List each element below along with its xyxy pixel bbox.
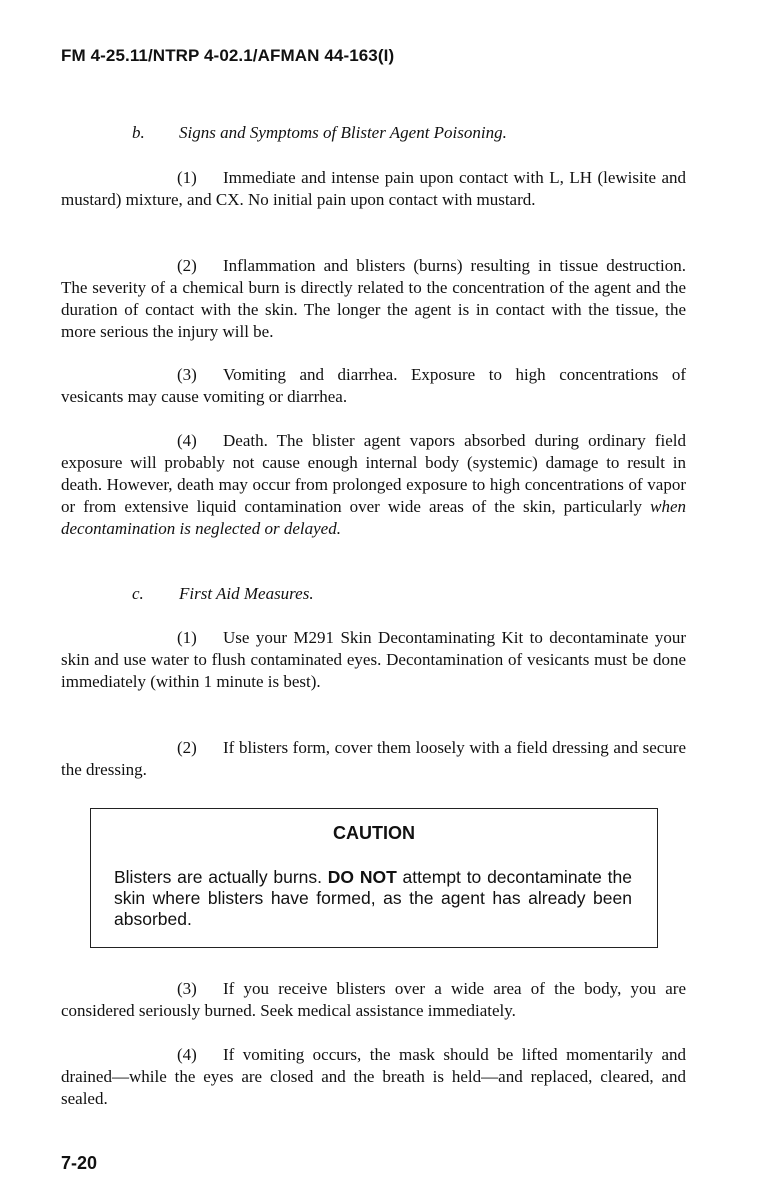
section-b-item-2: (2) Inflammation and blisters (burns) resulting in tissue destruction. The severity of a chemical burn is directly related to the concentration of the agent and the duration of contact with the skin. The longer the agent is in contact with the tissue, the more serious the injury will be.: [61, 256, 686, 341]
section-c-item-4: (4) If vomiting occurs, the mask should be lifted momentarily and drained—while the eyes are closed and the breath is held—and replaced, cleared, and sealed.: [61, 1045, 686, 1108]
section-b-item-1: (1) Immediate and intense pain upon contact with L, LH (lewisite and mustard) mixture, and CX. No initial pain upon contact with mustard.: [61, 168, 686, 209]
section-c-title: First Aid Measures.: [179, 584, 314, 603]
section-c-item-1: (1) Use your M291 Skin Decontaminating Kit to decontaminate your skin and use water to flush contaminated eyes. Decontamination of vesicants must be done immediately (within 1 minute is best).: [61, 628, 686, 691]
caution-text: Blisters are actually burns. DO NOT attempt to decontaminate the skin where blisters have formed, as the agent has already been absorbed.: [114, 867, 632, 929]
section-b-letter: b.: [132, 123, 145, 142]
section-b-heading: [132, 122, 507, 144]
caution-emphasis: DO NOT: [327, 867, 397, 887]
section-c-item-3: (3) If you receive blisters over a wide area of the body, you are considered seriously burned. Seek medical assistance immediately.: [61, 979, 686, 1020]
caution-title: CAUTION: [333, 823, 415, 843]
page-number: 7-20: [61, 1153, 98, 1173]
section-c-heading: [132, 583, 314, 605]
section-b-item-3: (3) Vomiting and diarrhea. Exposure to high concentrations of vesicants may cause vomiting or diarrhea.: [61, 365, 686, 406]
section-b-item-4: (4) Death. The blister agent vapors absorbed during ordinary field exposure will probably not cause enough internal body (systemic) damage to result in death. However, death may occur from prolonged exposure to high concentrations of vapor or from extensive liquid contamination over wide areas of the skin, particularly when decontamination is neglected or delayed.: [61, 431, 686, 538]
section-b-title: Signs and Symptoms of Blister Agent Poisoning.: [179, 123, 507, 142]
section-c-letter: c.: [132, 584, 144, 603]
section-c-item-2: (2) If blisters form, cover them loosely with a field dressing and secure the dressing.: [61, 738, 686, 779]
document-header: FM 4-25.11/NTRP 4-02.1/AFMAN 44-163(I): [61, 46, 395, 65]
caution-box: [90, 808, 658, 948]
